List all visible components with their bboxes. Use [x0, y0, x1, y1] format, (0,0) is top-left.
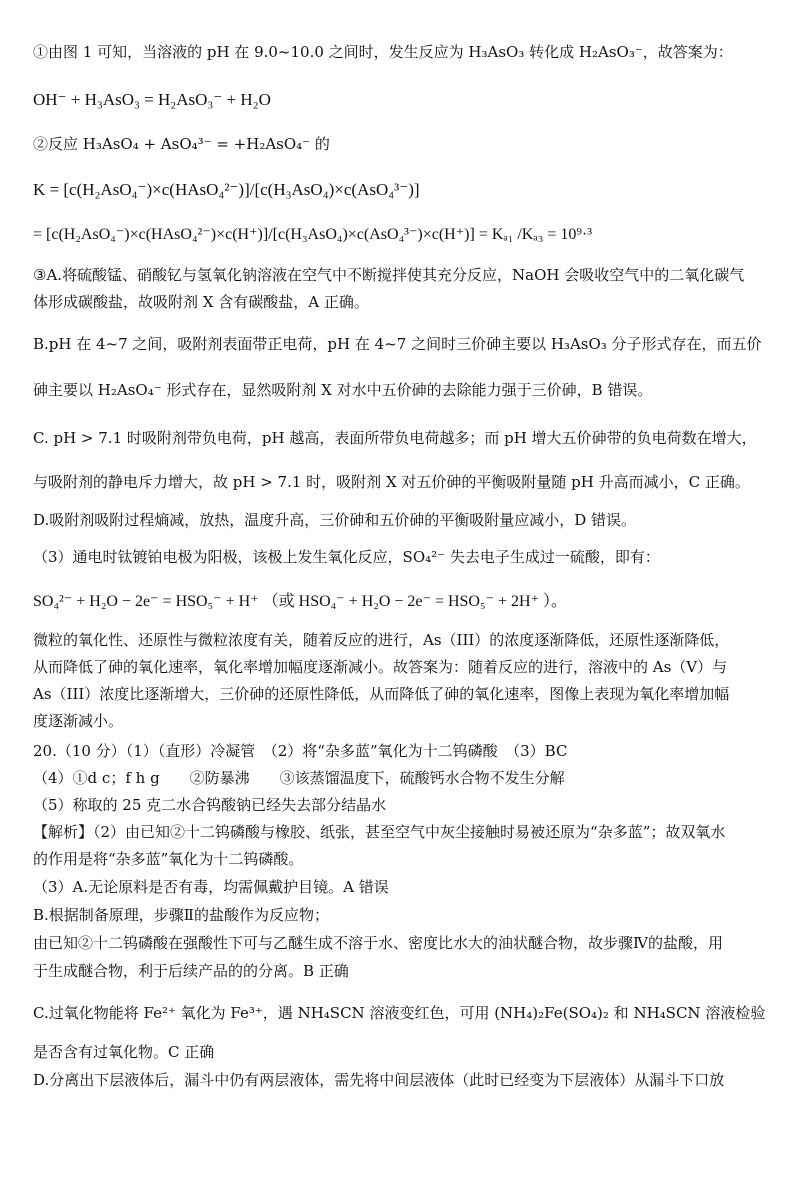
text-line-oxidation-4: 度逐渐减小。: [33, 712, 124, 730]
equation-k-expanded: = [c(H₂AsO₄⁻)×c(HAsO₄²⁻)×c(H⁺)]/[c(H₃AsO₄)×c(AsO₄³⁻)×c(H⁺)] = Kₐ₁ /Kₐ₃ = 10⁹·³: [33, 226, 593, 243]
equation-so4-oxidation: SO₄²⁻ + H₂O − 2e⁻ = HSO₅⁻ + H⁺ （或 HSO₄⁻ + H₂O − 2e⁻ = HSO₅⁻ + 2H⁺ ）。: [33, 593, 568, 610]
text-line-oxidation-2: 从而降低了砷的氧化速率，氧化率增加幅度逐渐减小。故答案为：随着反应的进行，溶液中的 As（V）与: [33, 658, 728, 676]
analysis-line-2: 的作用是将“杂多蓝”氧化为十二钨磷酸。: [33, 850, 304, 868]
text-line-c-cont: 与吸附剂的静电斥力增大，故 pH > 7.1 时，吸附剂 X 对五价砷的平衡吸附量随 pH 升高而减小，C 正确。: [33, 473, 750, 491]
analysis-line-3a: （3）A.无论原料是否有毒，均需佩戴护目镜。A 错误: [33, 878, 389, 896]
text-line-2: ②反应 H₃AsO₄ + AsO₄³⁻ = +H₂AsO₄⁻ 的: [33, 135, 330, 153]
answer-20-part4: （4）①d c；f h g ②防暴沸 ③该蒸馏温度下，硫酸钙水合物不发生分解: [33, 769, 565, 787]
analysis-line-3b: B.根据制备原理，步骤Ⅱ的盐酸作为反应物；: [33, 906, 329, 924]
text-line-1: ①由图 1 可知，当溶液的 pH 在 9.0~10.0 之间时，发生反应为 H₃AsO₃ 转化成 H₂AsO₃⁻，故答案为：: [33, 43, 733, 61]
analysis-line-3b-note-1: 由已知②十二钨磷酸在强酸性下可与乙醚生成不溶于水、密度比水大的油状醚合物，故步骤Ⅳ的盐酸，用: [33, 934, 723, 952]
equation-oh-h3aso3: OH⁻ + H₃AsO₃ = H₂AsO₃⁻ + H₂O: [33, 90, 271, 109]
text-line-b: B.pH 在 4~7 之间，吸附剂表面带正电荷，pH 在 4~7 之间时三价砷主要以 H₃AsO₃ 分子形式存在，而五价: [33, 335, 762, 353]
text-line-oxidation-1: 微粒的氧化性、还原性与微粒浓度有关，随着反应的进行，As（III）的浓度逐渐降低，还原性逐渐降低，: [33, 631, 730, 649]
text-line-oxidation-3: As（III）浓度比逐渐增大，三价砷的还原性降低，从而降低了砷的氧化速率，图像上表现为氧化率增加幅: [33, 685, 730, 703]
text-line-3a: ③A.将硫酸锰、硝酸钇与氢氧化钠溶液在空气中不断搅拌使其充分反应，NaOH 会吸收空气中的二氧化碳气: [33, 266, 745, 284]
text-line-b-cont: 砷主要以 H₂AsO₄⁻ 形式存在，显然吸附剂 X 对水中五价砷的去除能力强于三价砷，B 错误。: [33, 381, 653, 399]
text-line-c: C. pH > 7.1 时吸附剂带负电荷，pH 越高，表面所带负电荷越多；而 pH 增大五价砷带的负电荷数在增大，: [33, 429, 757, 447]
answer-20-part5: （5）称取的 25 克二水合钨酸钠已经失去部分结晶水: [33, 796, 387, 814]
equation-k-definition: K = [c(H₂AsO₄⁻)×c(HAsO₄²⁻)]/[c(H₃AsO₄)×c(AsO₄³⁻)]: [33, 180, 420, 199]
analysis-line-3b-note-2: 于生成醚合物，利于后续产品的的分离。B 正确: [33, 962, 349, 980]
analysis-line-3c-cont: 是否含有过氧化物。C 正确: [33, 1043, 215, 1061]
analysis-line-3d: D.分离出下层液体后，漏斗中仍有两层液体，需先将中间层液体（此时已经变为下层液体）从漏斗下口放: [33, 1071, 725, 1089]
answer-20-header: 20.（10 分）（1）（直形）冷凝管 （2）将“杂多蓝”氧化为十二钨磷酸 （3）BC: [33, 742, 568, 760]
text-line-3a-cont: 体形成碳酸盐，故吸附剂 X 含有碳酸盐，A 正确。: [33, 293, 369, 311]
analysis-line-1: 【解析】（2）由已知②十二钨磷酸与橡胶、纸张，甚至空气中灰尘接触时易被还原为“杂多蓝”；故双氧水: [33, 823, 726, 841]
text-line-3-electrolysis: （3）通电时钛镀铂电极为阳极，该极上发生氧化反应，SO₄²⁻ 失去电子生成过一硫酸，即有：: [33, 548, 660, 566]
text-line-d: D.吸附剂吸附过程熵减，放热，温度升高，三价砷和五价砷的平衡吸附量应减小，D 错误。: [33, 511, 637, 529]
analysis-line-3c: C.过氧化物能将 Fe²⁺ 氧化为 Fe³⁺，遇 NH₄SCN 溶液变红色，可用 (NH₄)₂Fe(SO₄)₂ 和 NH₄SCN 溶液检验: [33, 1004, 766, 1022]
